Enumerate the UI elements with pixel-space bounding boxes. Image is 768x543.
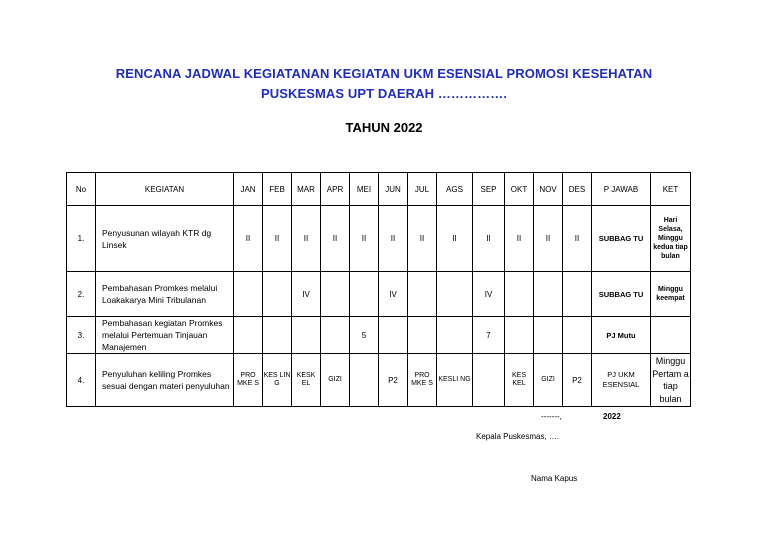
month-cell — [350, 272, 379, 317]
month-cell — [437, 317, 473, 354]
month-cell: II — [534, 206, 563, 272]
month-cell: P2 — [379, 354, 408, 407]
column-header: NOV — [534, 173, 563, 206]
month-cell — [234, 272, 263, 317]
month-cell — [437, 272, 473, 317]
month-cell: GIZI — [321, 354, 350, 407]
table-row — [67, 206, 691, 272]
month-cell — [263, 272, 292, 317]
note-cell: Hari Selasa, Minggu kedua tiap bulan — [651, 206, 691, 272]
column-header: No — [67, 173, 96, 206]
column-header: JUN — [379, 173, 408, 206]
month-cell: II — [437, 206, 473, 272]
month-cell: PRO MKE S — [234, 354, 263, 407]
month-cell: P2 — [563, 354, 592, 407]
row-number: 4. — [67, 354, 96, 407]
month-cell: 5 — [350, 317, 379, 354]
month-cell — [263, 317, 292, 354]
footer-year: 2022 — [603, 412, 621, 421]
column-header: OKT — [505, 173, 534, 206]
month-cell: II — [292, 206, 321, 272]
month-cell: II — [321, 206, 350, 272]
month-cell — [473, 354, 505, 407]
month-cell: PRO MKE S — [408, 354, 437, 407]
month-cell — [350, 354, 379, 407]
month-cell: II — [234, 206, 263, 272]
footer-signer-title: Kepala Puskesmas, …. — [476, 432, 560, 441]
column-header: MEI — [350, 173, 379, 206]
month-cell: KES LIN G — [263, 354, 292, 407]
month-cell: IV — [473, 272, 505, 317]
month-cell: II — [505, 206, 534, 272]
responsible-cell: SUBBAG TU — [592, 272, 651, 317]
row-number: 2. — [67, 272, 96, 317]
row-number: 3. — [67, 317, 96, 354]
column-header: KET — [651, 173, 691, 206]
responsible-cell: PJ Mutu — [592, 317, 651, 354]
month-cell: II — [379, 206, 408, 272]
schedule-table — [66, 172, 691, 407]
month-cell — [505, 272, 534, 317]
month-cell — [534, 317, 563, 354]
column-header: KEGIATAN — [96, 173, 234, 206]
column-header: MAR — [292, 173, 321, 206]
note-cell — [651, 317, 691, 354]
month-cell — [292, 317, 321, 354]
month-cell — [234, 317, 263, 354]
month-cell: IV — [379, 272, 408, 317]
month-cell: II — [263, 206, 292, 272]
column-header: AGS — [437, 173, 473, 206]
responsible-cell: PJ UKM ESENSIAL — [592, 354, 651, 407]
table-row — [67, 317, 691, 354]
activity-cell: Penyuluhan keliling Promkes sesuai dengan materi penyuluhan — [96, 354, 234, 407]
month-cell: IV — [292, 272, 321, 317]
month-cell: KESLI NG — [437, 354, 473, 407]
month-cell — [505, 317, 534, 354]
activity-cell: Penyusunan wilayah KTR dg Linsek — [96, 206, 234, 272]
activity-cell: Pembahasan kegiatan Promkes melalui Pertemuan Tinjauan Manajemen — [96, 317, 234, 354]
table-row — [67, 272, 691, 317]
month-cell: GIZI — [534, 354, 563, 407]
column-header: JAN — [234, 173, 263, 206]
month-cell: II — [563, 206, 592, 272]
column-header: JUL — [408, 173, 437, 206]
month-cell: 7 — [473, 317, 505, 354]
responsible-cell: SUBBAG TU — [592, 206, 651, 272]
column-header: DES — [563, 173, 592, 206]
footer-place-date: -------, — [541, 412, 562, 421]
column-header: SEP — [473, 173, 505, 206]
activity-cell: Pembahasan Promkes melalui Loakakarya Mini Tribulanan — [96, 272, 234, 317]
column-header: FEB — [263, 173, 292, 206]
month-cell — [408, 272, 437, 317]
document-year: TAHUN 2022 — [345, 120, 423, 135]
footer-signer-name: Nama Kapus — [531, 474, 578, 483]
month-cell — [321, 272, 350, 317]
note-cell: Minggu Pertam a tiap bulan — [651, 354, 691, 407]
month-cell — [408, 317, 437, 354]
month-cell — [321, 317, 350, 354]
table-row — [67, 354, 691, 407]
document-title: RENCANA JADWAL KEGIATANAN KEGIATAN UKM ESENSIAL PROMOSI KESEHATAN — [115, 66, 653, 81]
table-header-row — [67, 173, 691, 206]
month-cell — [379, 317, 408, 354]
column-header: APR — [321, 173, 350, 206]
month-cell — [563, 272, 592, 317]
month-cell: II — [473, 206, 505, 272]
month-cell: II — [408, 206, 437, 272]
column-header: P JAWAB — [592, 173, 651, 206]
note-cell: Minggu keempat — [651, 272, 691, 317]
month-cell — [534, 272, 563, 317]
month-cell: KES KEL — [505, 354, 534, 407]
month-cell: II — [350, 206, 379, 272]
document-subtitle: PUSKESMAS UPT DAERAH ……………. — [260, 86, 508, 101]
month-cell — [563, 317, 592, 354]
row-number: 1. — [67, 206, 96, 272]
month-cell: KESK EL — [292, 354, 321, 407]
